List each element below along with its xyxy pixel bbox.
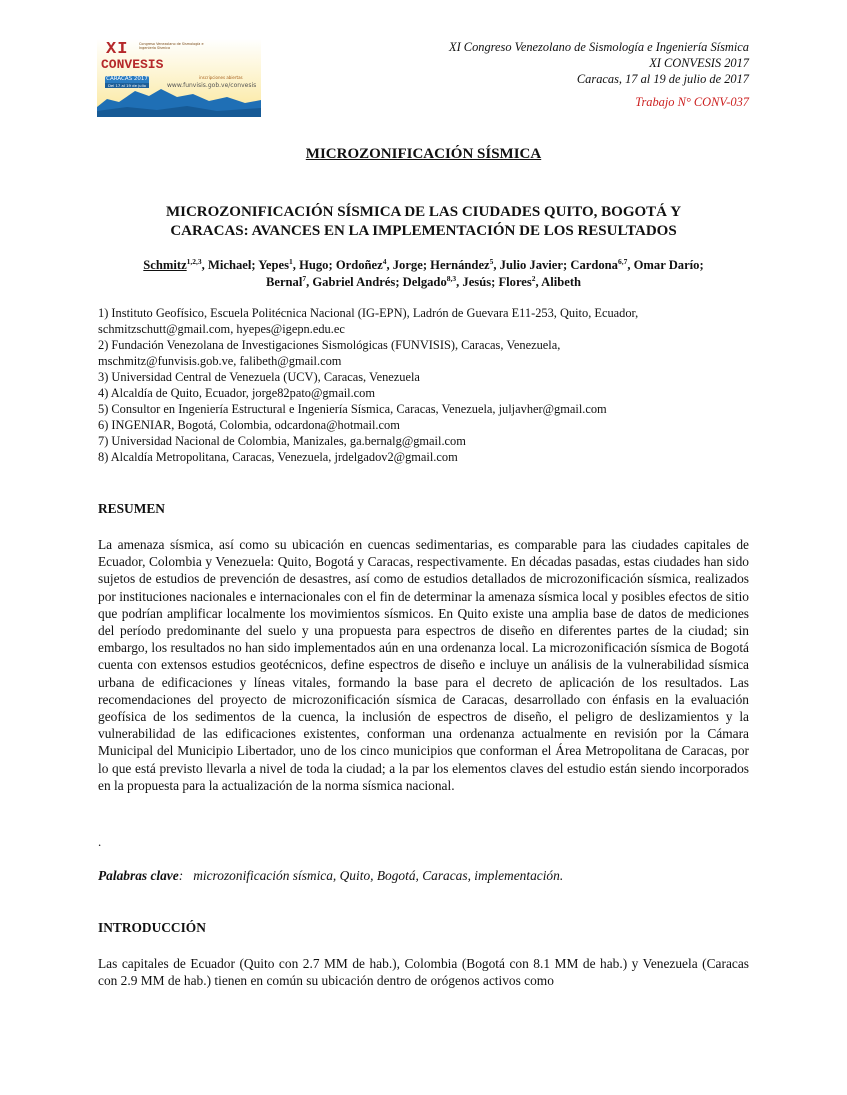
- introduccion-paragraph: Las capitales de Ecuador (Quito con 2.7 MM de hab.), Colombia (Bogotá con 8.1 MM de hab.) y Venezuela (Caracas con 2.9 MM de hab.) tienen en común su ubicación dentro de orógenos activos como: [98, 956, 749, 989]
- author-given-name: , Omar Darío: [627, 258, 700, 272]
- author-surname: Hernández: [430, 258, 490, 272]
- author: [336, 258, 423, 272]
- author-surname: Bernal: [265, 275, 303, 289]
- author-line-2: Bernal$^7$, Gabriel Andrés; Delgado$^{8,3}$, Jesús; Flores$^2$, Alibeth: [265, 273, 582, 289]
- author-affiliation-marks: 8,3: [446, 273, 457, 283]
- author-surname: Cardona: [570, 258, 618, 272]
- logo-badge-dates: Del 17 al 19 de julio: [105, 83, 149, 88]
- affiliation-line: 1) Instituto Geofísico, Escuela Politécnica Nacional (IG-EPN), Ladrón de Guevara E11-253, Quito, Ecuador,: [98, 306, 639, 320]
- resumen-heading: RESUMEN: [98, 501, 165, 516]
- author: [258, 258, 328, 272]
- paper-title-line-2: CARACAS: AVANCES EN LA IMPLEMENTACIÓN DE LOS RESULTADOS: [170, 223, 677, 239]
- keywords-text: microzonificación sísmica, Quito, Bogotá, Caracas, implementación.: [193, 868, 564, 883]
- convesis-logo: [97, 39, 261, 117]
- author-affiliation-marks: 1: [289, 256, 293, 266]
- logo-url: www.funvisis.gob.ve/convesis: [167, 82, 257, 89]
- paper-title-line-1: MICROZONIFICACIÓN SÍSMICA DE LAS CIUDADES QUITO, BOGOTÁ Y: [165, 204, 682, 220]
- author-given-name: , Gabriel Andrés: [306, 275, 396, 289]
- logo-subtitle: Congreso Venezolano de Sismología e Ingeniería Sísmica: [139, 42, 204, 50]
- header-paper-number: Trabajo N° CONV-037: [635, 95, 749, 109]
- affiliation-line: 6) INGENIAR, Bogotá, Colombia, odcardona@hotmail.com: [98, 418, 400, 432]
- header-edition: XI CONVESIS 2017: [649, 56, 749, 70]
- author-affiliation-marks: 5: [489, 256, 494, 266]
- logo-badge-city: CARACAS 2017: [106, 76, 148, 82]
- author-affiliation-marks: 2: [531, 273, 536, 283]
- keywords-colon: :: [178, 868, 184, 883]
- author-given-name: , Julio Javier: [493, 258, 563, 272]
- affiliation-line: 7) Universidad Nacional de Colombia, Manizales, ga.bernalg@gmail.com: [98, 434, 466, 448]
- author: [143, 258, 251, 272]
- logo-registration: inscripciones abiertas: [199, 75, 243, 80]
- logo-name: CONVESIS: [101, 57, 164, 72]
- introduccion-heading: INTRODUCCIÓN: [98, 920, 206, 935]
- logo-city-badge: [105, 76, 149, 88]
- author-line-1: Schmitz$^{1,2,3}$, Michael; Yepes$^1$, Hugo; Ordoñez$^4$, Jorge; Hernández$^5$, Julio Javier; Cardona$^{6,7}$, Omar Darío;: [143, 256, 704, 272]
- author-surname: Yepes: [258, 258, 290, 272]
- affiliation-list: [98, 305, 749, 465]
- affiliation-line: 8) Alcaldía Metropolitana, Caracas, Venezuela, jrdelgadov2@gmail.com: [98, 450, 458, 464]
- author-given-name: , Hugo: [292, 258, 329, 272]
- affiliation-line: 2) Fundación Venezolana de Investigaciones Sismológicas (FUNVISIS), Caracas, Venezuela,: [98, 338, 561, 352]
- section-title: MICROZONIFICACIÓN SÍSMICA: [305, 146, 542, 162]
- author-list: [98, 257, 749, 291]
- affiliation-line: mschmitz@funvisis.gob.ve, falibeth@gmail.com: [98, 354, 342, 368]
- header-congress: XI Congreso Venezolano de Sismología e Ingeniería Sísmica: [449, 40, 749, 54]
- keywords-label: Palabras clave: [98, 868, 179, 883]
- author-affiliation-marks: 7: [302, 273, 307, 283]
- keywords-line: [98, 868, 563, 884]
- logo-numeral: XI: [106, 40, 129, 59]
- paper-title: [110, 203, 737, 241]
- affiliation-line: 3) Universidad Central de Venezuela (UCV), Caracas, Venezuela: [98, 370, 420, 384]
- author-surname: Schmitz: [143, 258, 187, 272]
- resumen-trailing-dot: .: [98, 834, 102, 849]
- affiliation-line: schmitzschutt@gmail.com, hyepes@igepn.edu.ec: [98, 322, 345, 336]
- author-affiliation-marks: 4: [382, 256, 387, 266]
- author-given-name: , Jorge: [386, 258, 423, 272]
- affiliation-line: 5) Consultor en Ingeniería Estructural e Ingeniería Sísmica, Caracas, Venezuela, juljavher@gmail.com: [98, 402, 607, 416]
- header-place-date: Caracas, 17 al 19 de julio de 2017: [576, 72, 749, 86]
- author-surname: Ordoñez: [335, 258, 383, 272]
- author-given-name: , Jesús: [456, 275, 492, 289]
- author: [498, 275, 581, 289]
- author: [430, 258, 563, 272]
- author-given-name: , Michael: [201, 258, 252, 272]
- author-affiliation-marks: 6,7: [617, 256, 628, 266]
- author: [403, 275, 491, 289]
- affiliation-line: 4) Alcaldía de Quito, Ecuador, jorge82pato@gmail.com: [98, 386, 376, 400]
- author-surname: Delgado: [402, 275, 447, 289]
- author: [266, 275, 395, 289]
- author-affiliation-marks: 1,2,3: [186, 256, 202, 266]
- author-surname: Flores: [498, 275, 532, 289]
- author-given-name: , Alibeth: [535, 275, 582, 289]
- author: [570, 258, 699, 272]
- resumen-paragraph: La amenaza sísmica, así como su ubicación en cuencas sedimentarias, es comparable para las ciudades capitales de Ecuador, Colombia y Venezuela: Quito, Bogotá y Caracas, respectivamente. En décadas pasadas, estas ciudades han sido sujetos de estudios de prevención de desastres, así como de estudios detallados de microzonificación sísmica, realizados por instituciones nacionales e internacionales con el fin de determinar la amenaza sísmica local y posibles efectos de sitio que podrían amplificar localmente los movimientos sísmicos. En Quito existe una amplia base de datos de mediciones del período predominante del suelo y una propuesta para espectros de diseño en diferentes partes de la ciudad; sin embargo, los resultados no han sido implementados aún en una ordenanza local. La microzonificación sísmica de Bogotá cuenta con extensos estudios geotécnicos, define espectros de diseño e incluye un análisis de la vulnerabilidad sísmica urbana de edificaciones y líneas vitales, formando la base para el decreto de aplicación de los resultados. Las recomendaciones del proyecto de microzonificación sísmica de Caracas, desarrollado con énfasis en la evaluación geofísica de los sedimentos de la cuenca, la inclusión de espectros de diseño, el peligro de deslizamientos y la vulnerabilidad de las edificaciones existentes, conforman una ordenanza actualmente en revisión por la Cámara Municipal del Municipio Libertador, uno de los cinco municipios que conforman el Área Metropolitana de Caracas, por lo que está previsto llevarla a nivel de toda la ciudad; a la par los elementos claves del estudio están siendo incorporados en la propuesta para la actualización de la norma sísmica nacional.: [98, 537, 749, 793]
